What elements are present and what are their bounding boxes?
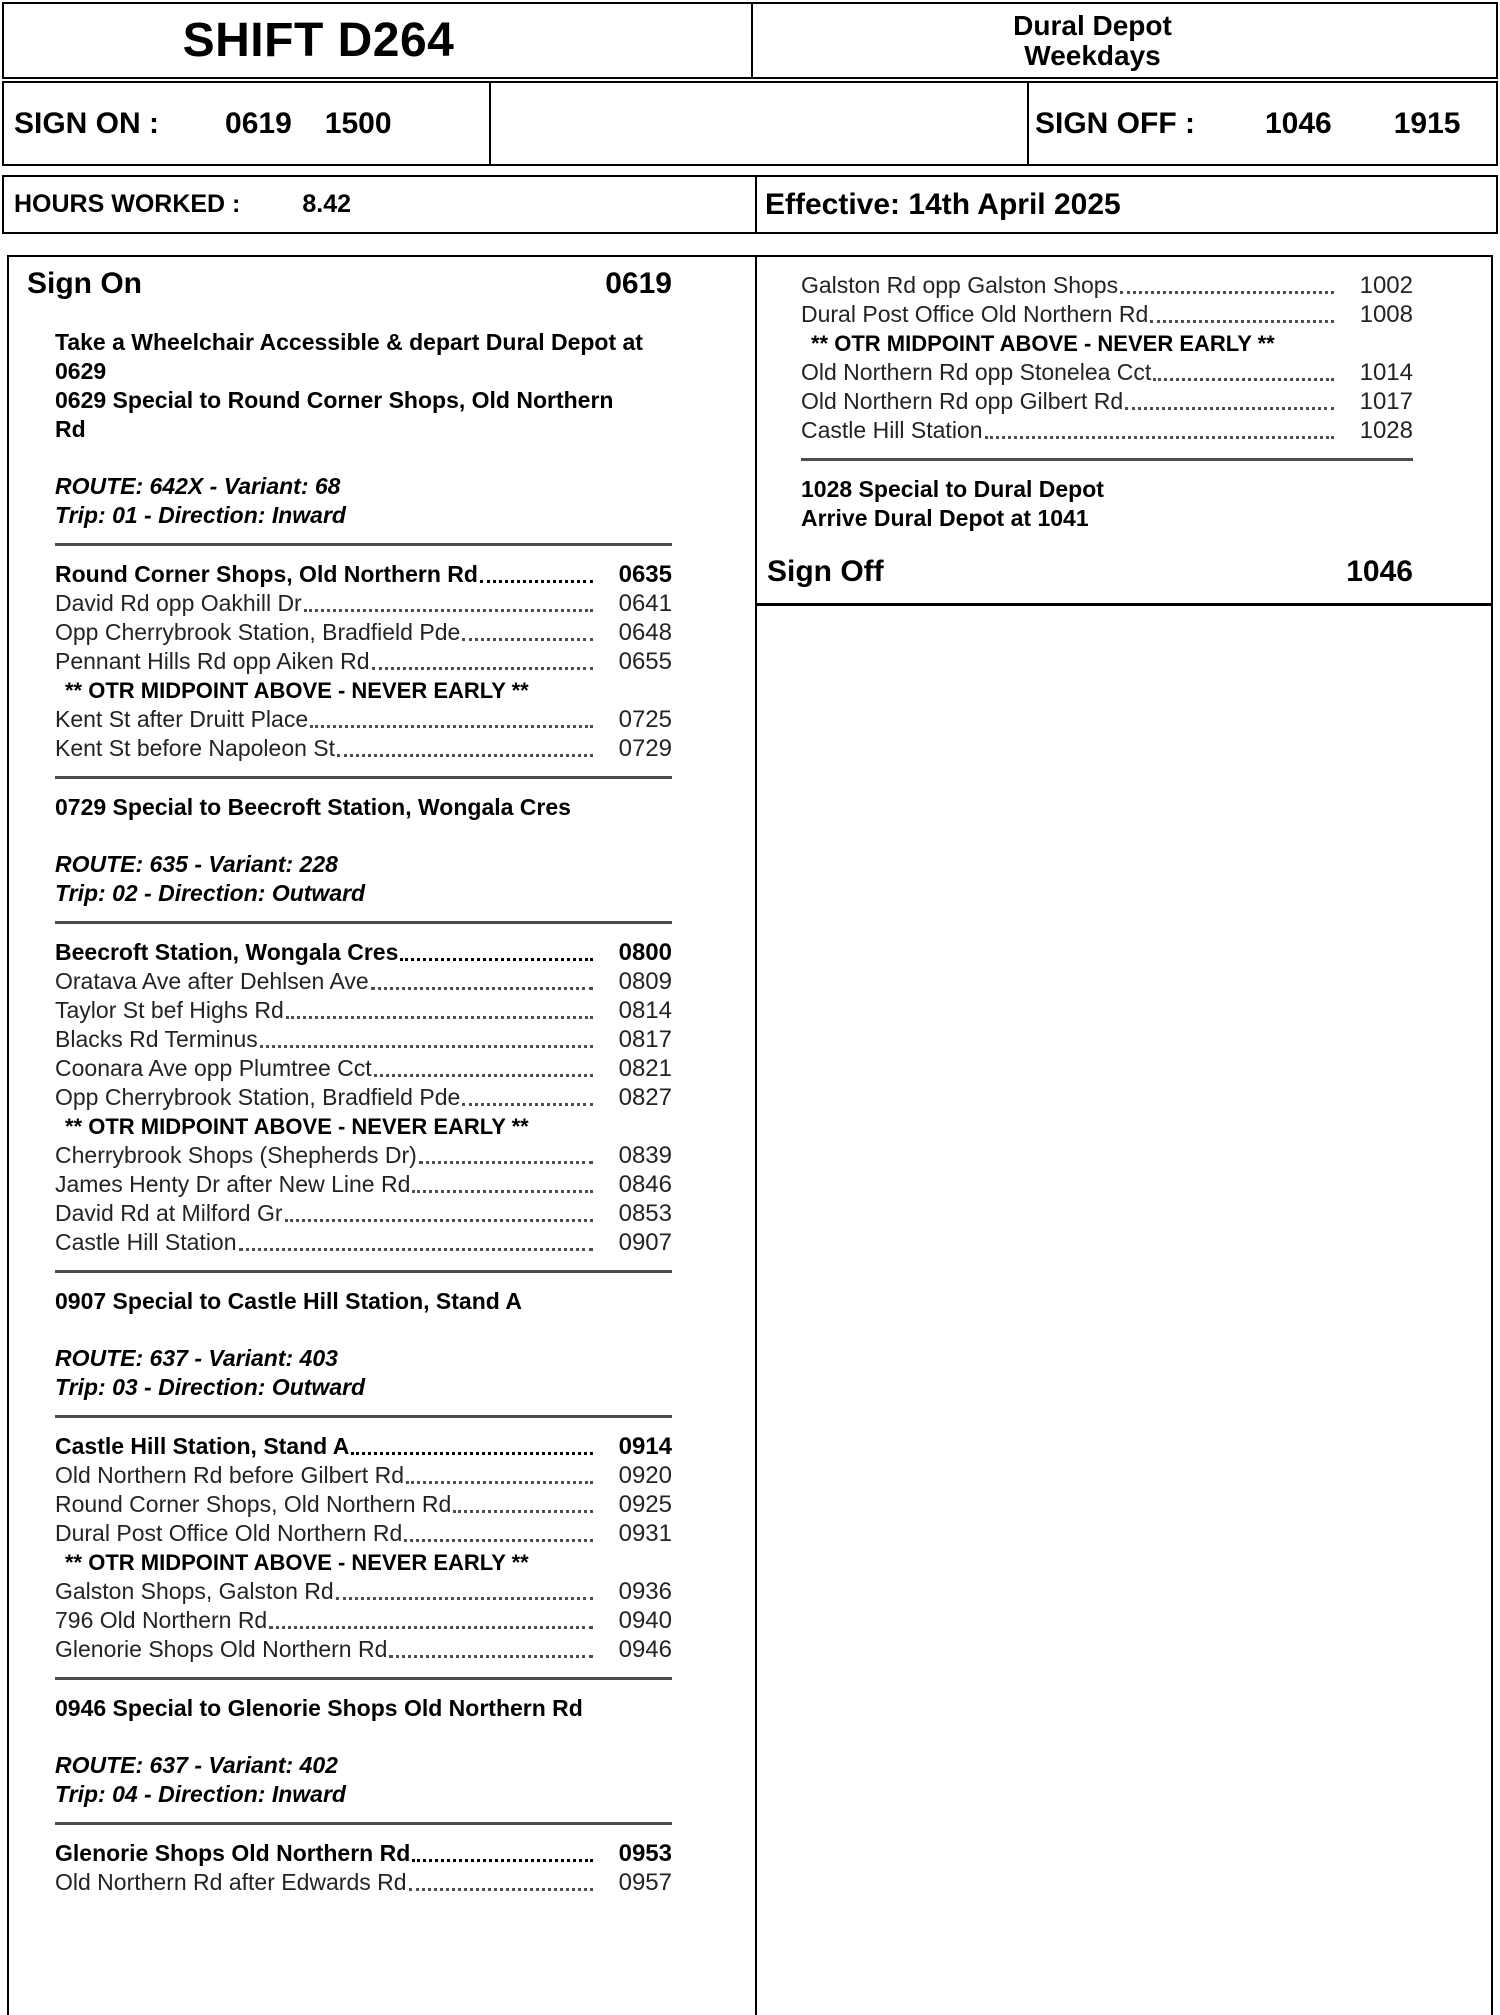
stop-row xyxy=(55,1461,672,1490)
stop-row xyxy=(55,560,672,589)
divider-line xyxy=(55,1270,672,1273)
stop-time: 0946 xyxy=(618,1636,672,1663)
stop-name: Pennant Hills Rd opp Aiken Rd xyxy=(55,648,370,674)
stop-name: Coonara Ave opp Plumtree Cct xyxy=(55,1055,372,1081)
instruction-line: 0629 Special to Round Corner Shops, Old Northern xyxy=(55,387,614,413)
route-info xyxy=(55,850,672,908)
dot-leader xyxy=(285,1219,593,1222)
stop-row xyxy=(55,1432,672,1461)
midpoint-note: ** OTR MIDPOINT ABOVE - NEVER EARLY ** xyxy=(65,1550,529,1575)
stop-time: 1008 xyxy=(1359,301,1413,328)
stop-row xyxy=(55,1839,672,1868)
dot-leader xyxy=(239,1248,593,1251)
midpoint-note: ** OTR MIDPOINT ABOVE - NEVER EARLY ** xyxy=(65,678,529,703)
dot-leader xyxy=(310,725,593,728)
dot-leader xyxy=(371,987,593,990)
effective-date-cell xyxy=(757,177,1496,232)
stop-time: 0907 xyxy=(618,1229,672,1256)
stop-name: Taylor St bef Highs Rd xyxy=(55,997,284,1023)
stop-row xyxy=(55,589,672,618)
stop-name: Old Northern Rd opp Stonelea Cct xyxy=(801,359,1152,385)
stop-row xyxy=(55,938,672,967)
stop-time: 0814 xyxy=(618,997,672,1024)
dot-leader xyxy=(337,754,593,757)
stop-name: Opp Cherrybrook Station, Bradfield Pde xyxy=(55,1084,461,1110)
sign-on-cell xyxy=(4,83,491,164)
stop-time: 0729 xyxy=(618,735,672,762)
dot-leader xyxy=(480,580,593,583)
sign-on-heading-row xyxy=(27,267,672,301)
stop-time: 0827 xyxy=(618,1084,672,1111)
stop-name: Castle Hill Station xyxy=(55,1229,237,1255)
stop-row xyxy=(55,618,672,647)
special-note: 0907 Special to Castle Hill Station, Stand A xyxy=(55,1288,522,1314)
stop-row xyxy=(801,271,1413,300)
stop-row xyxy=(55,1228,672,1257)
dot-leader xyxy=(404,1539,593,1542)
stop-name: James Henty Dr after New Line Rd xyxy=(55,1171,411,1197)
stop-time: 0725 xyxy=(618,706,672,733)
midpoint-note: ** OTR MIDPOINT ABOVE - NEVER EARLY ** xyxy=(811,331,1275,356)
stop-time: 0853 xyxy=(618,1200,672,1227)
stop-time: 0800 xyxy=(618,939,672,966)
midpoint-note-row xyxy=(55,676,672,705)
stop-time: 0839 xyxy=(618,1142,672,1169)
dot-leader xyxy=(351,1452,593,1455)
sign-on-time-1: 0619 xyxy=(225,106,292,140)
stop-row xyxy=(55,1199,672,1228)
stop-time: 0936 xyxy=(618,1578,672,1605)
sign-off-cell xyxy=(1029,83,1496,164)
route-line: ROUTE: 635 - Variant: 228 xyxy=(55,851,338,877)
instruction-line: Take a Wheelchair Accessible & depart Dural Depot at xyxy=(55,329,643,355)
dot-leader xyxy=(372,667,593,670)
dot-leader xyxy=(374,1074,593,1077)
dot-leader xyxy=(1120,291,1334,294)
stop-time: 0846 xyxy=(618,1171,672,1198)
duty-detail-box xyxy=(7,255,1493,2015)
stop-row xyxy=(55,1635,672,1664)
stop-name: Castle Hill Station xyxy=(801,417,983,443)
stop-time: 0914 xyxy=(618,1433,672,1460)
divider-line xyxy=(55,1677,672,1680)
trip-line: Trip: 02 - Direction: Outward xyxy=(55,880,366,906)
stop-name: Round Corner Shops, Old Northern Rd xyxy=(55,1491,452,1517)
header-hours-row xyxy=(2,175,1498,234)
effective-date: Effective: 14th April 2025 xyxy=(765,187,1121,221)
dot-leader xyxy=(1153,378,1334,381)
dot-leader xyxy=(286,1016,593,1019)
stop-time: 0635 xyxy=(618,561,672,588)
stop-time: 1014 xyxy=(1359,359,1413,386)
sign-off-time-2: 1915 xyxy=(1393,106,1461,140)
special-note: 0729 Special to Beecroft Station, Wongala Cres xyxy=(55,794,571,820)
stop-name: Round Corner Shops, Old Northern Rd xyxy=(55,561,478,587)
stop-time: 0925 xyxy=(618,1491,672,1518)
arrive-note: Arrive Dural Depot at 1041 xyxy=(801,505,1089,531)
stop-name: Kent St before Napoleon St xyxy=(55,735,336,761)
divider-line xyxy=(55,921,672,924)
depot-name: Dural Depot xyxy=(1013,9,1172,41)
dot-leader xyxy=(985,436,1334,439)
trip-line: Trip: 01 - Direction: Inward xyxy=(55,502,346,528)
stop-time: 0920 xyxy=(618,1462,672,1489)
stop-row xyxy=(801,387,1413,416)
stop-name: Oratava Ave after Dehlsen Ave xyxy=(55,968,369,994)
stop-row xyxy=(801,358,1413,387)
special-note: 0946 Special to Glenorie Shops Old Northern Rd xyxy=(55,1695,583,1721)
stop-name: Glenorie Shops Old Northern Rd xyxy=(55,1840,411,1866)
midpoint-note: ** OTR MIDPOINT ABOVE - NEVER EARLY ** xyxy=(65,1114,529,1139)
dot-leader xyxy=(400,958,593,961)
stop-time: 0641 xyxy=(618,590,672,617)
divider-line xyxy=(55,543,672,546)
midpoint-note-row xyxy=(55,1548,672,1577)
stop-row xyxy=(55,1025,672,1054)
stop-time: 0648 xyxy=(618,619,672,646)
hours-worked-label: HOURS WORKED : xyxy=(14,190,241,218)
dot-leader xyxy=(462,1103,593,1106)
stop-name: Beecroft Station, Wongala Cres xyxy=(55,939,399,965)
depot-cell xyxy=(753,4,1496,77)
shift-title-cell xyxy=(4,4,753,77)
dot-leader xyxy=(336,1597,593,1600)
stop-row xyxy=(55,705,672,734)
dot-leader xyxy=(412,1859,593,1862)
route-line: ROUTE: 637 - Variant: 403 xyxy=(55,1345,338,1371)
dot-leader xyxy=(389,1655,593,1658)
midpoint-note-row xyxy=(55,1112,672,1141)
stop-time: 0953 xyxy=(618,1840,672,1867)
route-info xyxy=(55,1344,672,1402)
dot-leader xyxy=(1125,407,1334,410)
sign-off-heading: Sign Off xyxy=(767,555,884,588)
sign-on-heading: Sign On xyxy=(27,267,142,300)
stop-name: Kent St after Druitt Place xyxy=(55,706,309,732)
stop-time: 0809 xyxy=(618,968,672,995)
hours-worked-cell xyxy=(4,177,757,232)
stop-name: Old Northern Rd before Gilbert Rd xyxy=(55,1462,404,1488)
dot-leader xyxy=(419,1161,593,1164)
route-line: ROUTE: 642X - Variant: 68 xyxy=(55,473,341,499)
trip-line: Trip: 03 - Direction: Outward xyxy=(55,1374,366,1400)
stop-row xyxy=(55,1490,672,1519)
stop-name: Dural Post Office Old Northern Rd xyxy=(801,301,1149,327)
stop-name: Glenorie Shops Old Northern Rd xyxy=(55,1636,388,1662)
stop-time: 0655 xyxy=(618,648,672,675)
stop-name: Old Northern Rd opp Gilbert Rd xyxy=(801,388,1124,414)
depot-day-type: Weekdays xyxy=(1024,39,1161,71)
stop-time: 0957 xyxy=(618,1869,672,1896)
dot-leader xyxy=(409,1888,593,1891)
stop-row xyxy=(55,734,672,763)
stop-row xyxy=(55,1054,672,1083)
stop-name: Galston Rd opp Galston Shops xyxy=(801,272,1119,298)
stop-time: 0931 xyxy=(618,1520,672,1547)
route-info xyxy=(55,1751,672,1809)
dot-leader xyxy=(406,1481,593,1484)
stop-row xyxy=(55,1083,672,1112)
special-note: 1028 Special to Dural Depot xyxy=(801,476,1104,502)
stop-name: Dural Post Office Old Northern Rd xyxy=(55,1520,403,1546)
stop-row xyxy=(55,1141,672,1170)
right-column-content xyxy=(757,257,1491,606)
dot-leader xyxy=(412,1190,593,1193)
dot-leader xyxy=(462,638,593,641)
sign-on-time-2: 1500 xyxy=(324,106,392,140)
stop-row xyxy=(55,1519,672,1548)
sign-off-time-1: 1046 xyxy=(1265,106,1332,140)
stop-name: 796 Old Northern Rd xyxy=(55,1607,268,1633)
divider-line xyxy=(801,458,1413,461)
stop-row xyxy=(55,1868,672,1897)
stop-row xyxy=(55,1577,672,1606)
divider-line xyxy=(55,1415,672,1418)
stop-time: 1017 xyxy=(1359,388,1413,415)
stop-time: 1002 xyxy=(1359,272,1413,299)
stop-time: 1028 xyxy=(1359,417,1413,444)
depart-instructions xyxy=(55,328,672,444)
stop-row xyxy=(55,1606,672,1635)
divider-line xyxy=(55,776,672,779)
stop-row xyxy=(55,967,672,996)
stop-name: Castle Hill Station, Stand A xyxy=(55,1433,350,1459)
sign-on-label: SIGN ON : xyxy=(14,106,160,140)
route-info xyxy=(55,472,672,530)
stop-row xyxy=(801,300,1413,329)
stop-row xyxy=(55,647,672,676)
stop-time: 0817 xyxy=(618,1026,672,1053)
sign-off-heading-time: 1046 xyxy=(1346,555,1413,588)
stop-row xyxy=(55,996,672,1025)
header-sign-row xyxy=(2,81,1498,166)
stop-row xyxy=(55,1170,672,1199)
shift-title: SHIFT D264 xyxy=(182,14,455,67)
stop-row xyxy=(801,416,1413,445)
instruction-line: 0629 xyxy=(55,358,107,384)
sign-on-heading-time: 0619 xyxy=(605,267,672,300)
empty-cell xyxy=(491,83,1029,164)
divider-line xyxy=(55,1822,672,1825)
instruction-line: Rd xyxy=(55,416,86,442)
stop-name: Blacks Rd Terminus xyxy=(55,1026,258,1052)
stop-name: Opp Cherrybrook Station, Bradfield Pde xyxy=(55,619,461,645)
route-line: ROUTE: 637 - Variant: 402 xyxy=(55,1752,338,1778)
stop-name: David Rd at Milford Gr xyxy=(55,1200,283,1226)
right-column xyxy=(757,257,1491,2015)
left-column xyxy=(9,257,757,2015)
stop-name: Galston Shops, Galston Rd xyxy=(55,1578,334,1604)
dot-leader xyxy=(1150,320,1334,323)
stop-time: 0940 xyxy=(618,1607,672,1634)
header-title-row xyxy=(2,2,1498,79)
dot-leader xyxy=(260,1045,593,1048)
stop-name: David Rd opp Oakhill Dr xyxy=(55,590,302,616)
dot-leader xyxy=(269,1626,593,1629)
trip-line: Trip: 04 - Direction: Inward xyxy=(55,1781,346,1807)
dot-leader xyxy=(453,1510,593,1513)
hours-worked-value: 8.42 xyxy=(302,190,352,218)
stop-name: Cherrybrook Shops (Shepherds Dr) xyxy=(55,1142,417,1168)
midpoint-note-row xyxy=(801,329,1413,358)
stop-name: Old Northern Rd after Edwards Rd xyxy=(55,1869,407,1895)
sign-off-label: SIGN OFF : xyxy=(1035,106,1195,140)
dot-leader xyxy=(304,609,593,612)
stop-time: 0821 xyxy=(618,1055,672,1082)
sign-off-heading-row xyxy=(767,555,1413,589)
